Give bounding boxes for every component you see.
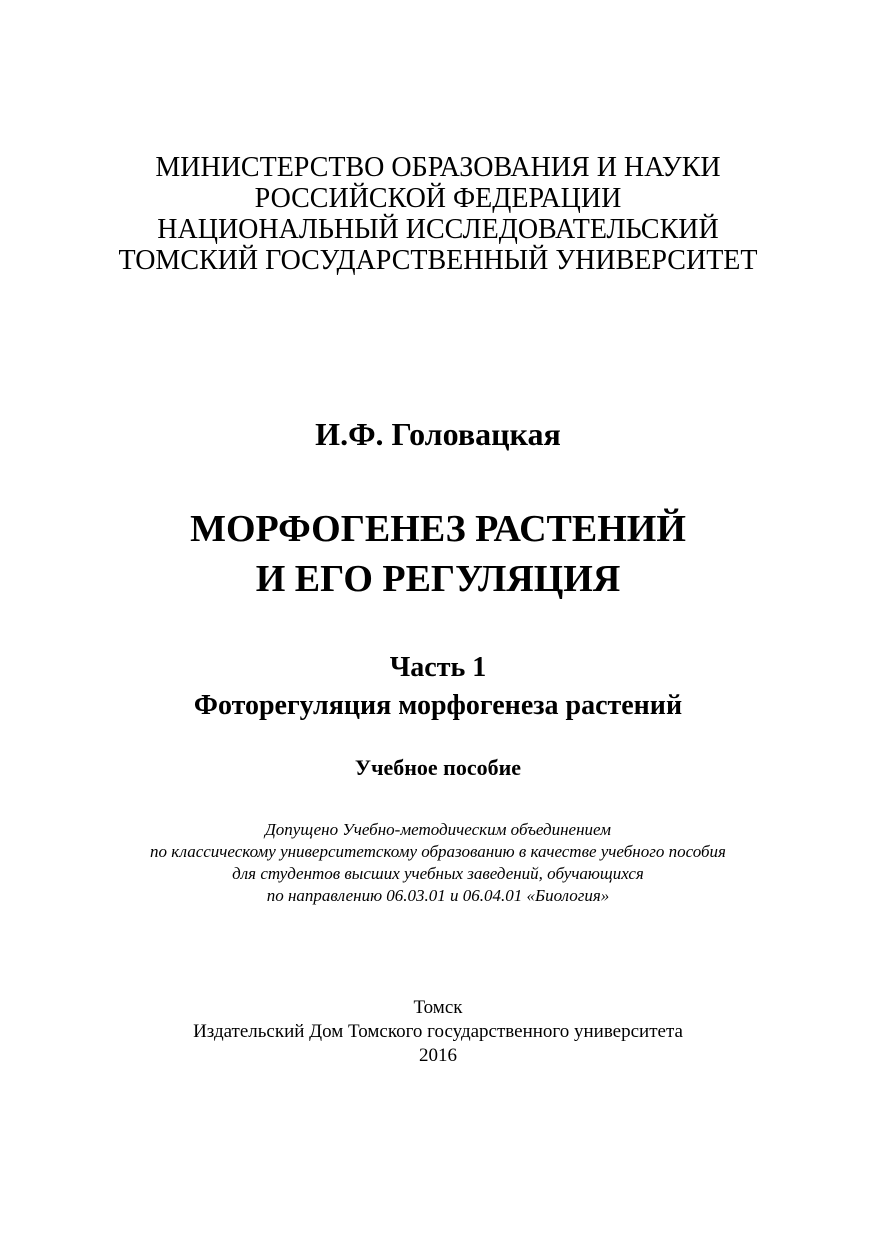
approval-line-4: по направлению 06.03.01 и 06.04.01 «Биология»: [266, 886, 610, 905]
approval-line-1: Допущено Учебно-методическим объединением: [264, 820, 612, 839]
part-name: Фоторегуляция морфогенеза растений: [193, 690, 683, 721]
approval-line-3: для студентов высших учебных заведений, обучающихся: [232, 864, 644, 883]
institution-line-4: ТОМСКИЙ ГОСУДАРСТВЕННЫЙ УНИВЕРСИТЕТ: [118, 245, 758, 276]
imprint-city: Томск: [413, 997, 463, 1018]
author-name: И.Ф. Головацкая: [315, 416, 561, 452]
imprint-year: 2016: [419, 1045, 457, 1066]
institution-line-1: МИНИСТЕРСТВО ОБРАЗОВАНИЯ И НАУКИ: [155, 152, 721, 183]
imprint-publisher: Издательский Дом Томского государственного университета: [193, 1021, 683, 1042]
book-title-line-2: И ЕГО РЕГУЛЯЦИЯ: [255, 558, 621, 600]
approval-line-2: по классическому университетскому образованию в качестве учебного пособия: [150, 842, 726, 861]
document-type: Учебное пособие: [354, 755, 522, 780]
institution-line-3: НАЦИОНАЛЬНЫЙ ИССЛЕДОВАТЕЛЬСКИЙ: [157, 214, 719, 245]
institution-line-2: РОССИЙСКОЙ ФЕДЕРАЦИИ: [254, 183, 622, 214]
part-number: Часть 1: [389, 652, 487, 683]
book-title-line-1: МОРФОГЕНЕЗ РАСТЕНИЙ: [190, 508, 686, 550]
